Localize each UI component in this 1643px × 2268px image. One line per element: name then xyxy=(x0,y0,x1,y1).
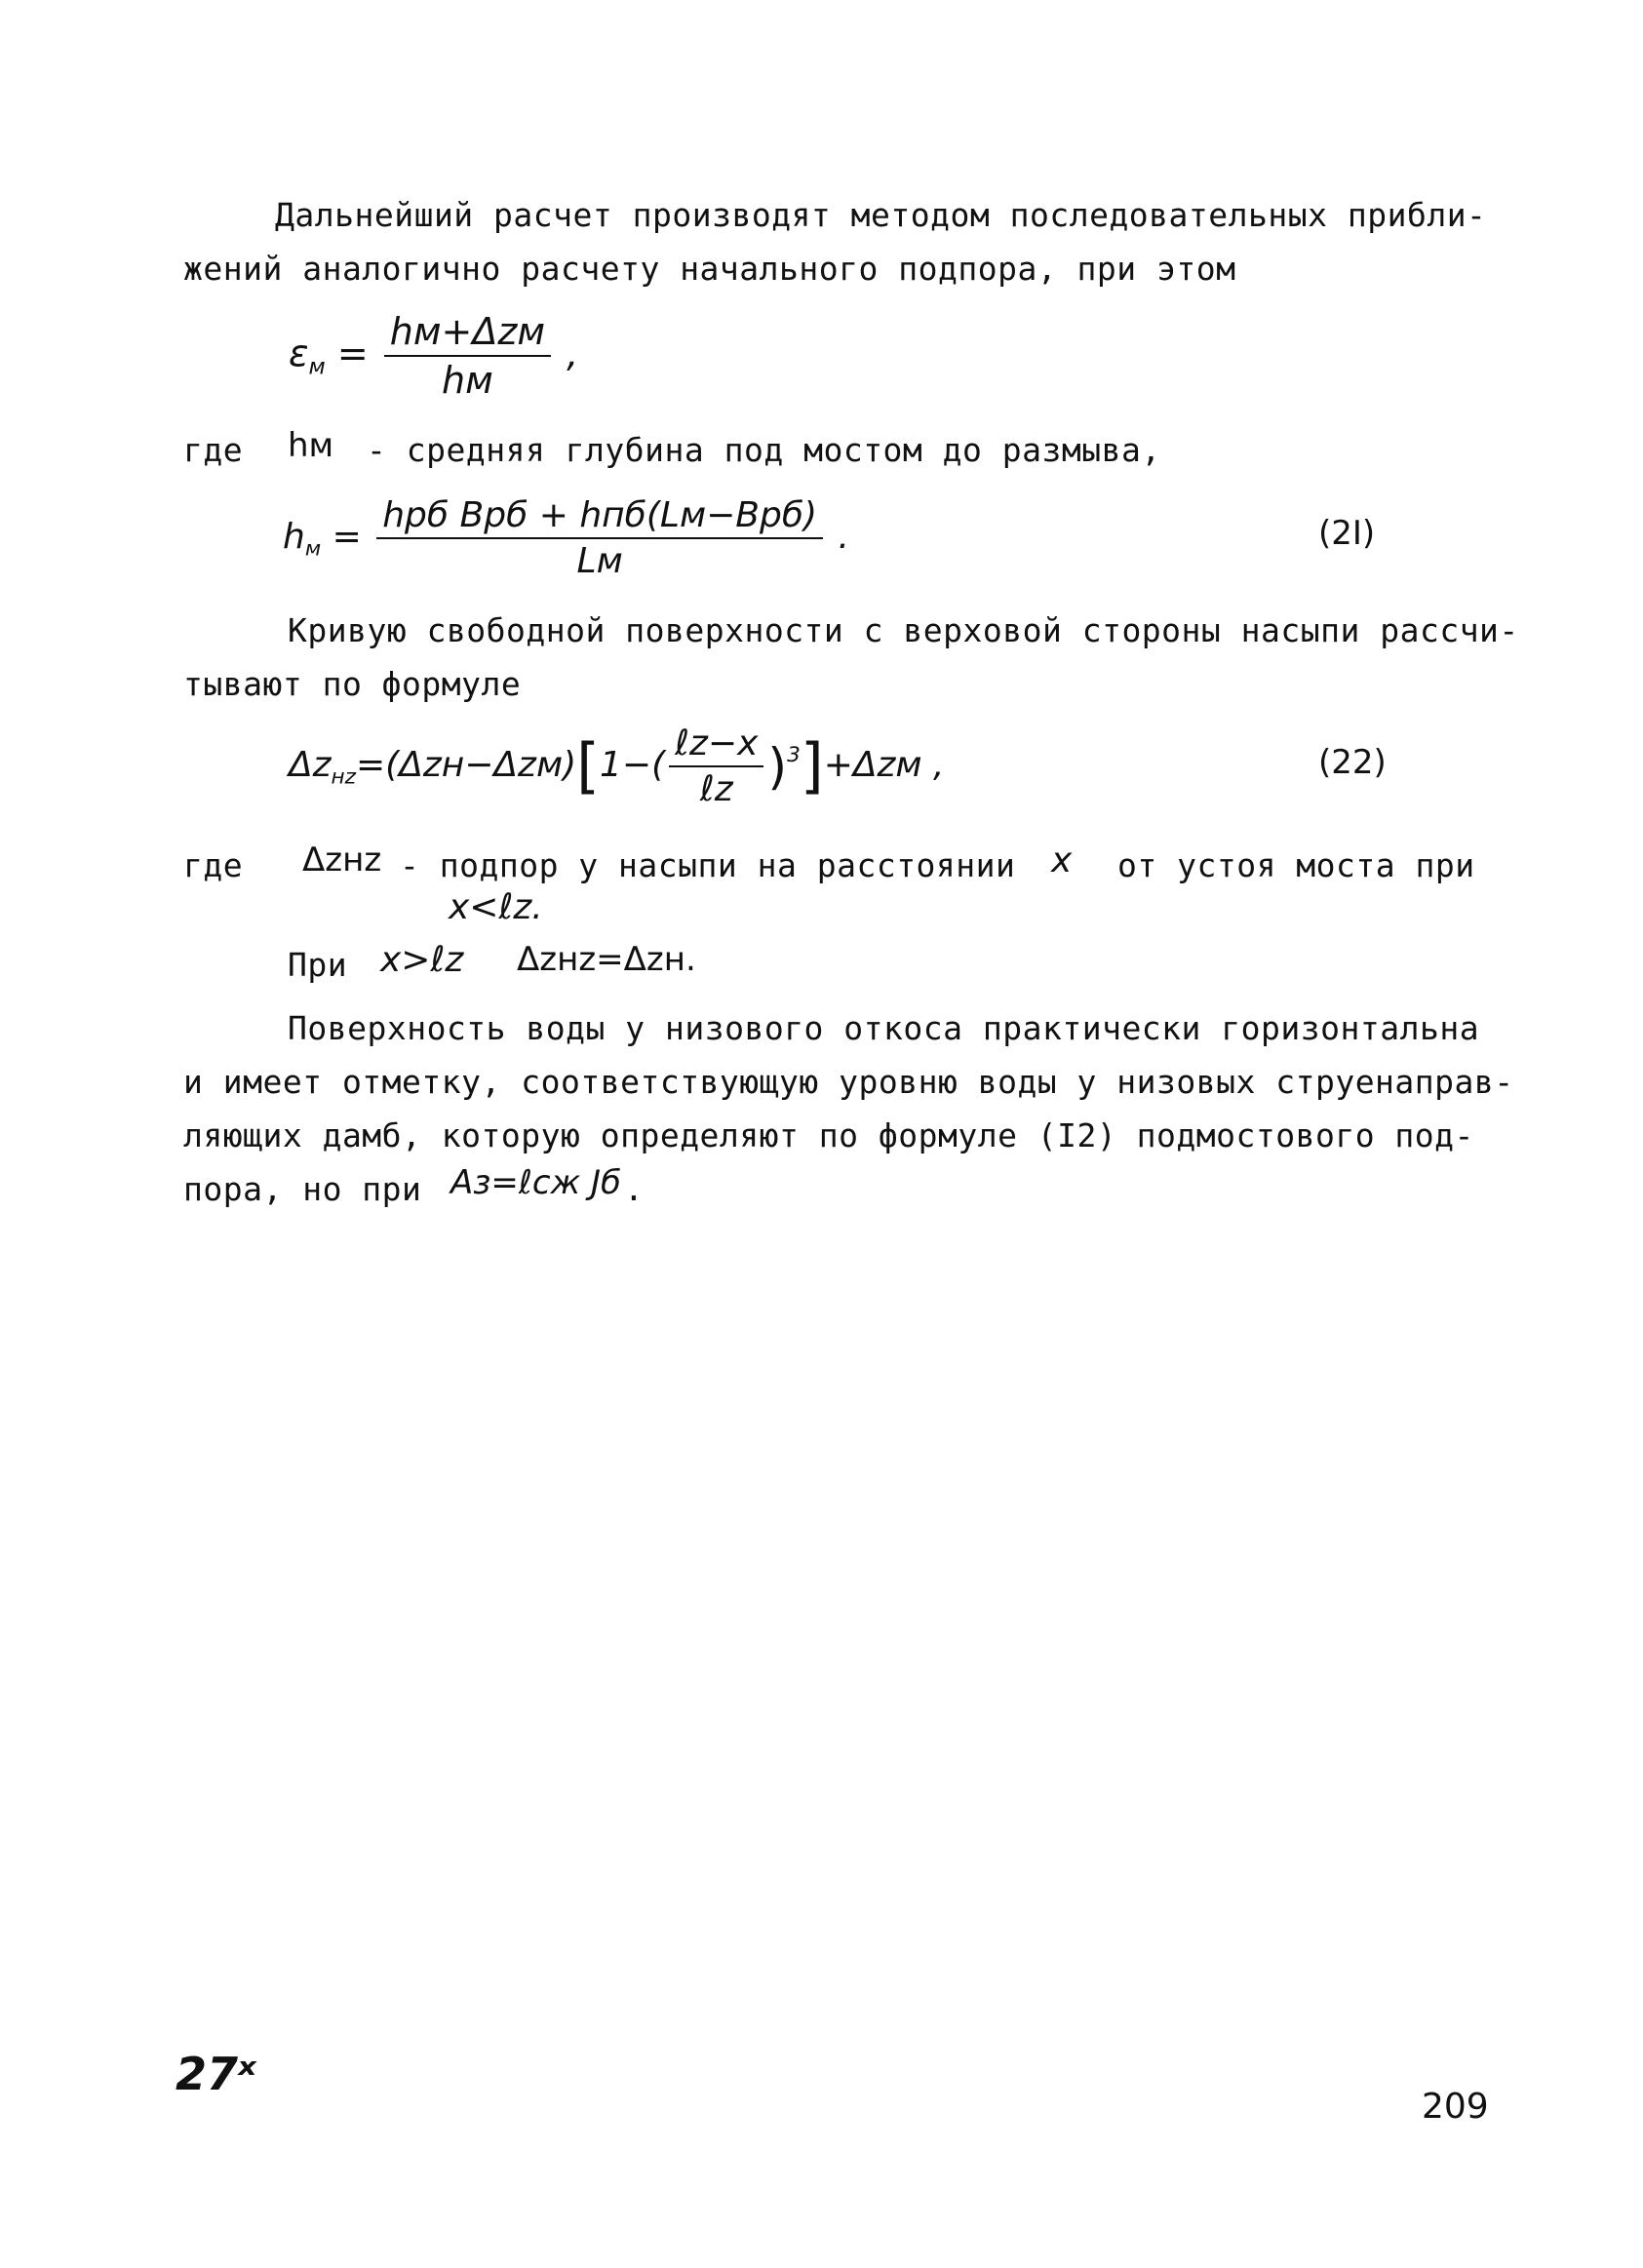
equals-sign: = xyxy=(332,517,362,557)
paragraph-2-line-1: Кривую свободной поверхности с верховой стороны насыпи рассчи- xyxy=(288,611,1519,649)
formula-epsilon-tail: , xyxy=(567,332,579,375)
formula-21-denominator: Lм xyxy=(576,541,623,581)
paragraph-1-line-2: жений аналогично расчету начального подпора, при этом xyxy=(183,250,1236,288)
formula-epsilon-lhs: ε xyxy=(289,332,309,375)
left-bracket: [ xyxy=(576,731,601,802)
formula-22-part-a: =(Δzн−Δzм) xyxy=(355,745,577,785)
formula-22-part-c: +Δzм , xyxy=(823,745,945,785)
when-condition: x>ℓz xyxy=(380,940,464,980)
formula-22-power: 3 xyxy=(787,742,801,767)
formula-22 xyxy=(289,723,944,809)
paragraph-3-formula: Aз=ℓсж Jб xyxy=(450,1163,621,1202)
where-2-condition: x<ℓz. xyxy=(449,887,543,927)
equation-number-22: (22) xyxy=(1318,743,1387,782)
where-1-text: - средняя глубина под мостом до размыва, xyxy=(367,431,1161,469)
where-2-lead: где xyxy=(183,846,244,884)
formula-22-inner-fraction xyxy=(669,723,763,809)
paragraph-3-line-2: и имеет отметку, соответствующую уровню воды у низовых струенаправ- xyxy=(183,1063,1514,1101)
formula-21-lhs-sub: м xyxy=(304,536,322,562)
right-paren: ) xyxy=(767,737,788,796)
formula-epsilon-fraction xyxy=(384,310,551,402)
when-lead: При xyxy=(288,946,348,984)
paragraph-3-line-3: ляющих дамб, которую определяют по формуле (I2) подмостового под- xyxy=(183,1116,1474,1154)
paragraph-2-line-2: тывают по формуле xyxy=(183,665,522,703)
formula-21-lhs: h xyxy=(283,517,305,557)
where-2-symbol: Δzнz xyxy=(302,841,382,880)
paragraph-3-line-1: Поверхность воды у низового откоса практически горизонтальна xyxy=(288,1009,1480,1047)
where-1-lead: где xyxy=(183,431,244,469)
equation-number-21: (2I) xyxy=(1318,514,1376,553)
formula-epsilon xyxy=(289,310,578,402)
when-equation: Δzнz=Δzн. xyxy=(517,940,696,979)
formula-22-part-b: 1−( xyxy=(600,745,666,785)
where-2-var: x xyxy=(1051,841,1073,880)
formula-21-numerator: hрб Bрб + hпб(Lм−Bрб) xyxy=(376,495,823,539)
formula-epsilon-lhs-sub: м xyxy=(308,354,326,380)
formula-22-lhs-sub: нz xyxy=(331,764,356,790)
formula-22-inner-denominator: ℓz xyxy=(699,769,733,809)
paragraph-1-line-1: Дальнейший расчет производят методом последовательных прибли- xyxy=(275,196,1487,234)
where-1-symbol: hм xyxy=(288,426,334,465)
formula-epsilon-numerator: hм+Δzм xyxy=(384,310,551,357)
formula-21-tail: . xyxy=(838,517,849,557)
equals-sign: = xyxy=(336,332,369,375)
formula-epsilon-denominator: hм xyxy=(442,359,493,402)
right-bracket: ] xyxy=(800,731,824,802)
page-number: 209 xyxy=(1422,2087,1489,2127)
sheet-mark: 27ˣ xyxy=(176,2048,256,2100)
formula-21-fraction xyxy=(376,495,823,581)
where-2-text-2: от устоя моста при xyxy=(1117,846,1475,884)
formula-21 xyxy=(283,495,849,581)
paragraph-3-line-4-end: . xyxy=(624,1170,645,1208)
formula-22-lhs: Δz xyxy=(289,745,332,785)
formula-22-inner-numerator: ℓz−x xyxy=(669,723,763,767)
paragraph-3-line-4: пора, но при xyxy=(183,1170,422,1208)
where-2-text: - подпор у насыпи на расстоянии xyxy=(400,846,1016,884)
